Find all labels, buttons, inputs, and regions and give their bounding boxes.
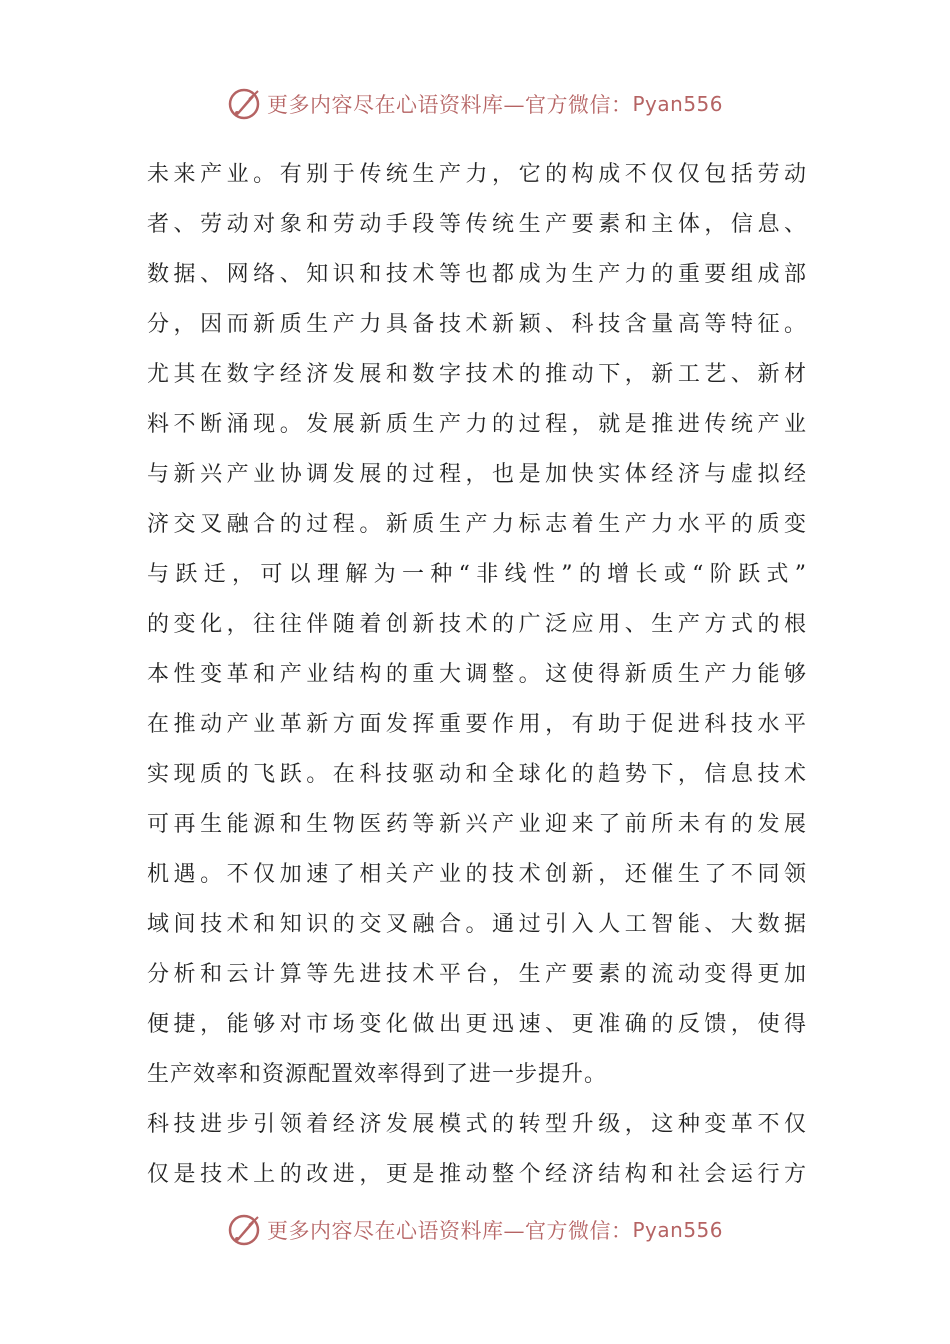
document-body [147, 150, 807, 1200]
text-line: 科技进步引领着经济发展模式的转型升级，这种变革不仅 [147, 1112, 807, 1137]
header-banner [0, 84, 950, 124]
text-line: 数据、网络、知识和技术等也都成为生产力的重要组成部 [147, 262, 807, 287]
footer-wechat-id: Pyan556 [632, 1218, 723, 1242]
header-banner-text: 更多内容尽在心语资料库—官方微信： [266, 93, 633, 117]
footer-banner [0, 1210, 950, 1250]
text-line: 的变化，往往伴随着创新技术的广泛应用、生产方式的根 [147, 612, 807, 637]
header-wechat-id: Pyan556 [632, 92, 723, 116]
quill-pen-circle-icon [227, 87, 261, 121]
text-line: 实现质的飞跃。在科技驱动和全球化的趋势下，信息技术 [147, 762, 807, 787]
text-line: 仅是技术上的改进，更是推动整个经济结构和社会运行方 [147, 1162, 807, 1187]
text-line: 可再生能源和生物医药等新兴产业迎来了前所未有的发展 [147, 812, 807, 837]
text-line: 者、劳动对象和劳动手段等传统生产要素和主体，信息、 [147, 212, 807, 237]
footer-banner-text: 更多内容尽在心语资料库—官方微信： [266, 1219, 633, 1243]
quill-pen-circle-icon [227, 1213, 261, 1247]
text-line: 机遇。不仅加速了相关产业的技术创新，还催生了不同领 [147, 862, 807, 887]
text-line: 尤其在数字经济发展和数字技术的推动下，新工艺、新材 [147, 362, 807, 387]
text-line: 分析和云计算等先进技术平台，生产要素的流动变得更加 [147, 962, 807, 987]
text-line: 本性变革和产业结构的重大调整。这使得新质生产力能够 [147, 662, 807, 687]
text-line: 与新兴产业协调发展的过程，也是加快实体经济与虚拟经 [147, 462, 807, 487]
text-line: 与跃迁，可以理解为一种“非线性”的增长或“阶跃式” [147, 562, 807, 587]
text-line: 济交叉融合的过程。新质生产力标志着生产力水平的质变 [147, 512, 807, 537]
text-line: 在推动产业革新方面发挥重要作用，有助于促进科技水平 [147, 712, 807, 737]
text-line: 域间技术和知识的交叉融合。通过引入人工智能、大数据 [147, 912, 807, 937]
text-line: 生产效率和资源配置效率得到了进一步提升。 [147, 1062, 608, 1087]
text-line: 料不断涌现。发展新质生产力的过程，就是推进传统产业 [147, 412, 807, 437]
text-line: 便捷，能够对市场变化做出更迅速、更准确的反馈，使得 [147, 1012, 807, 1037]
text-line: 分，因而新质生产力具备技术新颖、科技含量高等特征。 [147, 312, 807, 337]
text-line: 未来产业。有别于传统生产力，它的构成不仅仅包括劳动 [147, 162, 807, 187]
